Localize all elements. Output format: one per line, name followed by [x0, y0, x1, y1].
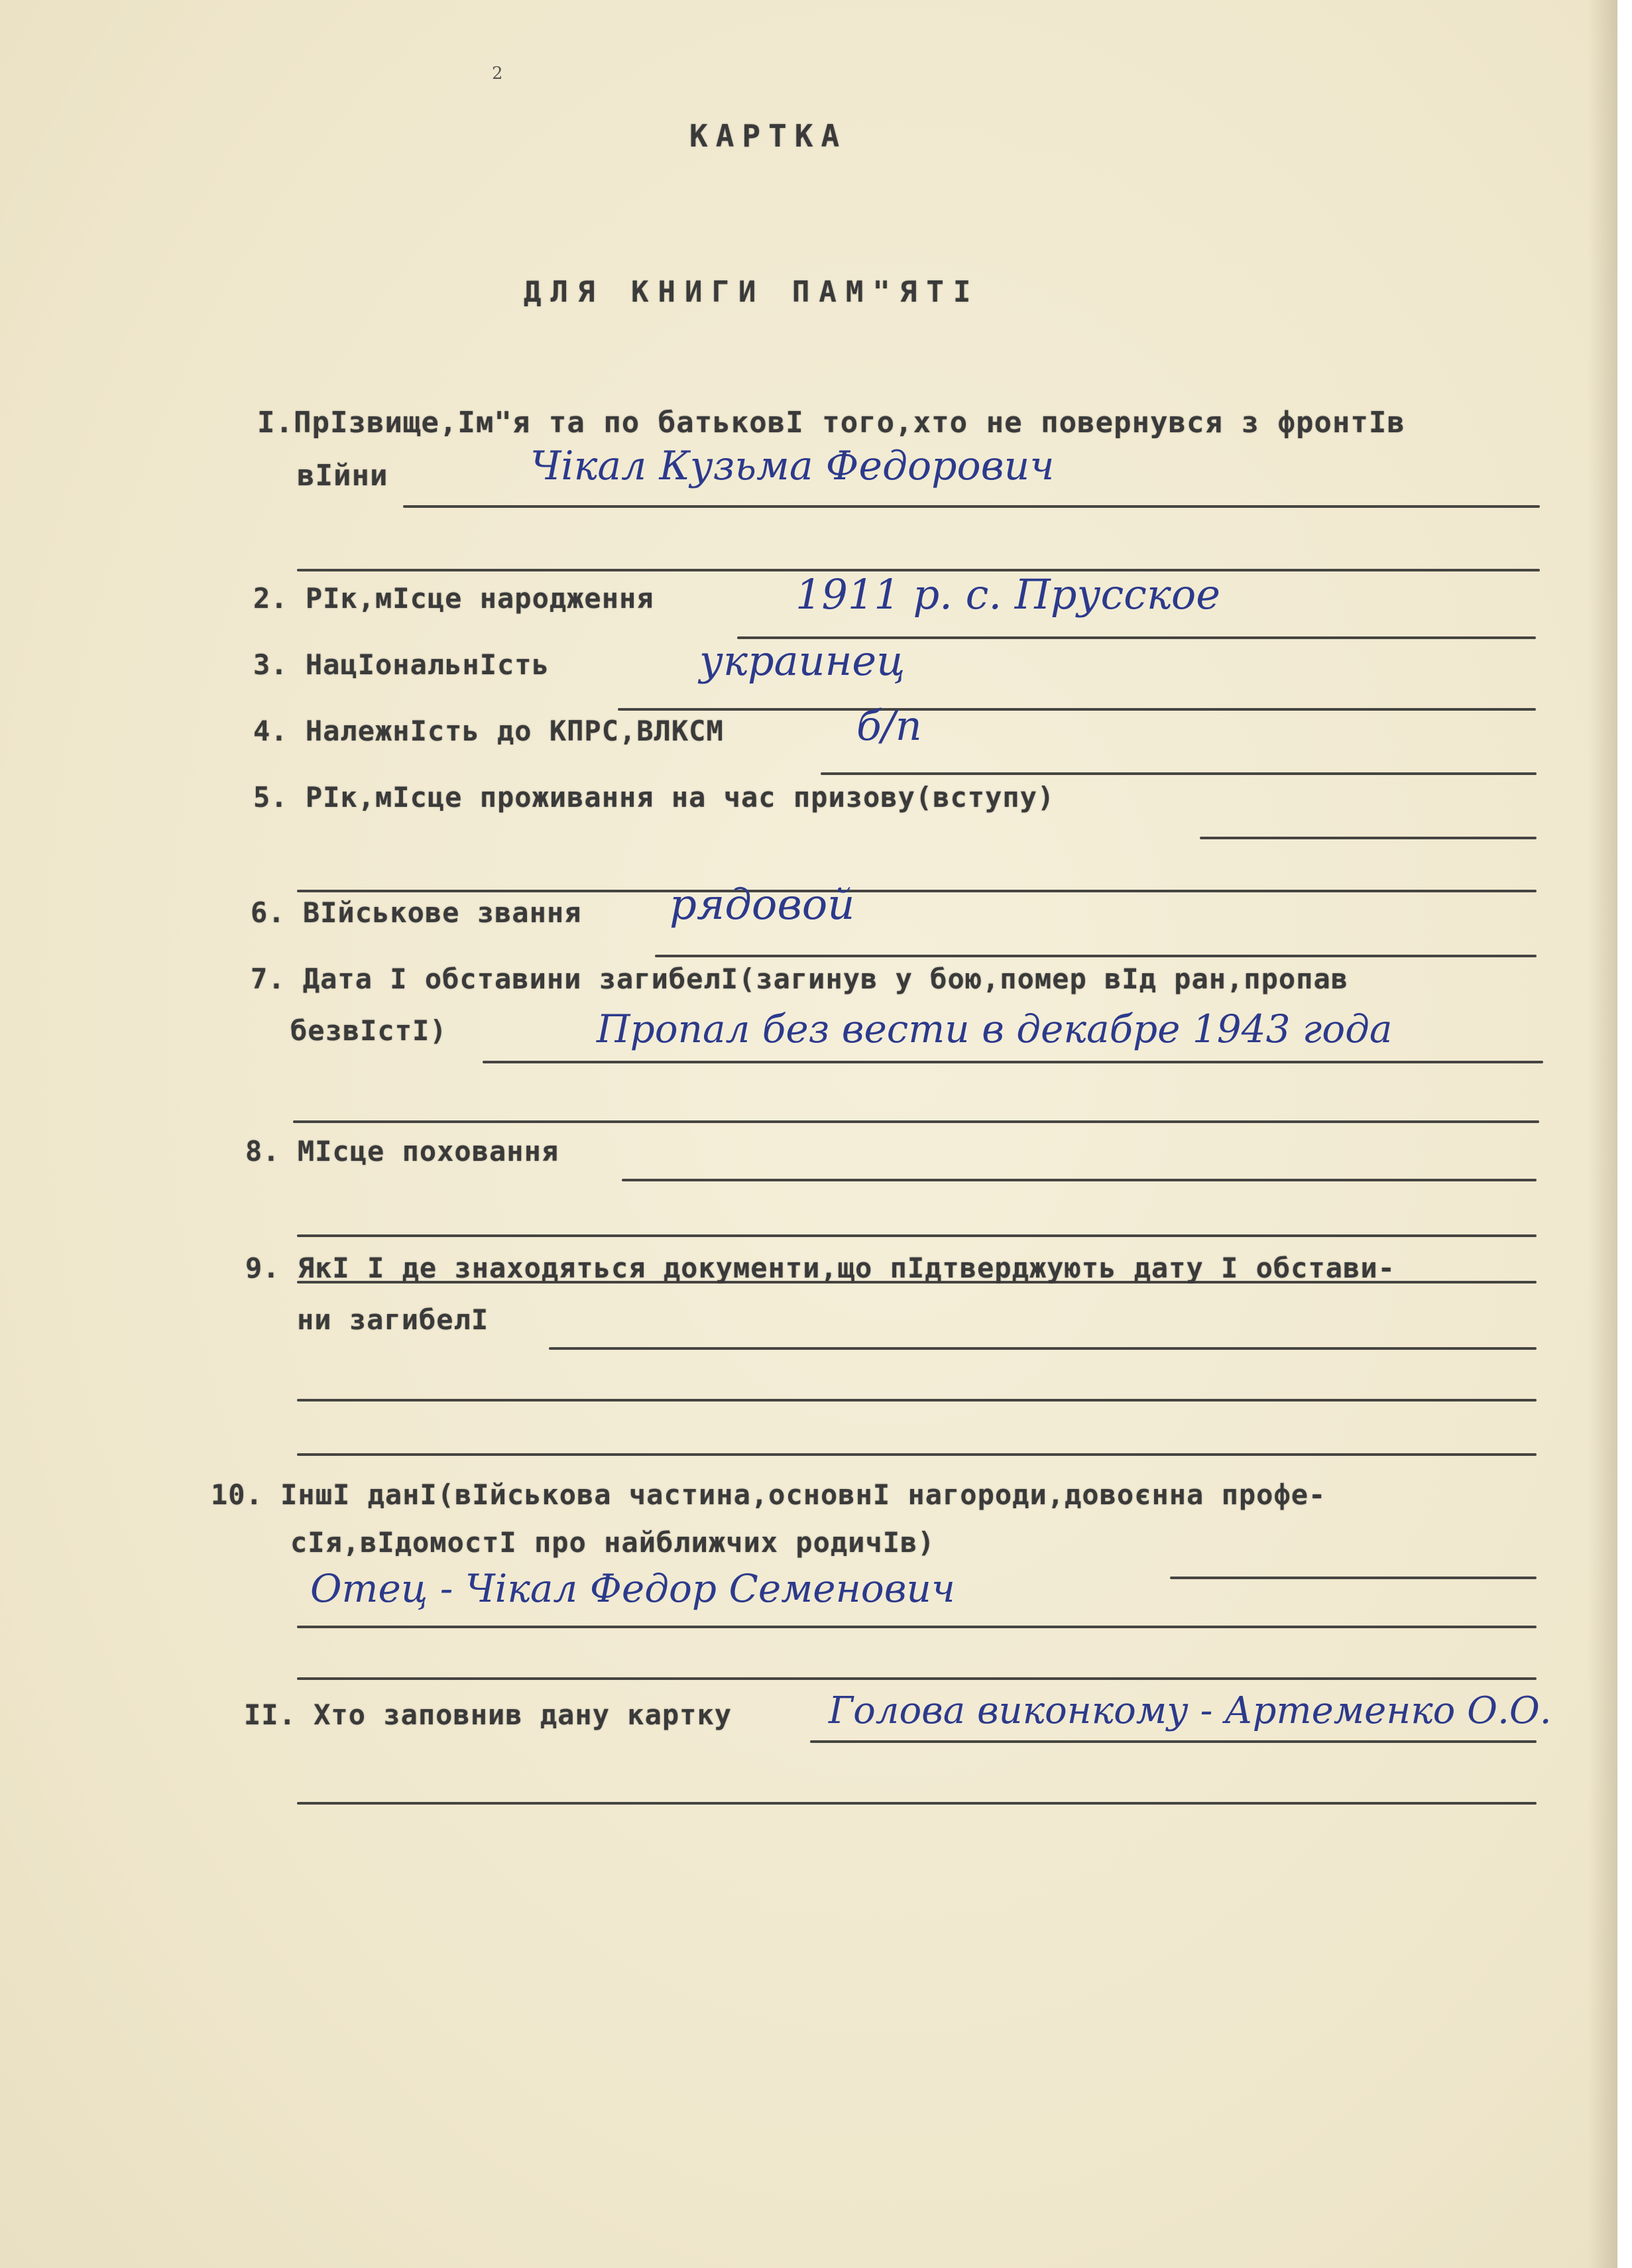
field-3-label: 3. НацІональнІсть: [253, 648, 550, 681]
field-4-label: 4. НалежнІсть до КПРС,ВЛКСМ: [253, 715, 724, 747]
field-1-label-continued: вІйни: [297, 459, 388, 493]
field-10-underline: [1170, 1577, 1537, 1579]
field-5-extra-line: [297, 890, 1537, 892]
field-9-extra-line-2: [297, 1453, 1537, 1456]
field-11-extra-line: [297, 1802, 1537, 1805]
field-4-underline: [821, 772, 1537, 775]
field-11-underline: [810, 1740, 1537, 1743]
field-4-value: б/п: [856, 701, 922, 750]
field-10-extra-line-2: [297, 1677, 1537, 1680]
field-10-value: Отец - Чікал Федор Семенович: [310, 1566, 955, 1611]
field-7-extra-line: [293, 1120, 1539, 1123]
field-11-label: ІІ. Хто заповнив дану картку: [244, 1699, 732, 1731]
field-10-label: 10. ІншІ данІ(вІйськова частина,основнІ нагороди,довоєнна профе-: [211, 1478, 1326, 1511]
field-9-extra-line: [297, 1399, 1537, 1402]
field-8-extra-line: [297, 1234, 1537, 1237]
field-11-value: Голова виконкому - Артеменко О.О.: [829, 1689, 1552, 1732]
field-2-label: 2. РІк,мІсце народження: [253, 582, 654, 615]
field-2-value: 1911 р. с. Прусское: [795, 570, 1220, 619]
field-10-extra-line: [297, 1626, 1537, 1628]
field-3-underline: [618, 708, 1536, 711]
field-1-label: І.ПрІзвище,Ім"я та по батьковІ того,хто не повернувся з фронтІв: [257, 406, 1405, 440]
field-1-value: Чікал Кузьма Федорович: [530, 443, 1055, 489]
field-10-label-continued: сІя,вІдомостІ про найближчих родичІв): [290, 1526, 935, 1559]
field-7-underline: [483, 1061, 1543, 1063]
field-8-underline: [622, 1179, 1537, 1181]
field-8-label: 8. МІсце поховання: [245, 1135, 559, 1167]
field-7-label: 7. Дата І обставини загибелІ(загинув у бою,помер вІд ран,пропав: [251, 963, 1349, 995]
field-9-label-continued: ни загибелІ: [297, 1303, 489, 1336]
paper-edge-shadow: [1588, 0, 1617, 2268]
field-9-underline: [549, 1347, 1537, 1350]
page-mark: 2: [492, 64, 503, 84]
field-7-value: Пропал без вести в декабре 1943 года: [597, 1006, 1393, 1051]
field-6-label: 6. ВІйськове звання: [251, 896, 582, 929]
field-6-value: рядовой: [670, 880, 855, 929]
field-5-label: 5. РІк,мІсце проживання на час призову(вступу): [253, 781, 1055, 813]
field-3-value: украинец: [699, 636, 905, 685]
field-1-underline: [403, 505, 1540, 508]
field-9-label: 9. ЯкІ І де знаходяться документи,що пІдтверджують дату І обстави-: [245, 1252, 1395, 1284]
field-6-underline: [655, 955, 1537, 957]
field-5-underline: [1200, 837, 1537, 839]
card-subtitle: ДЛЯ КНИГИ ПАМ"ЯТІ: [524, 275, 980, 309]
card-title: КАРТКА: [689, 118, 848, 154]
field-7-label-continued: безвІстІ): [290, 1014, 447, 1047]
